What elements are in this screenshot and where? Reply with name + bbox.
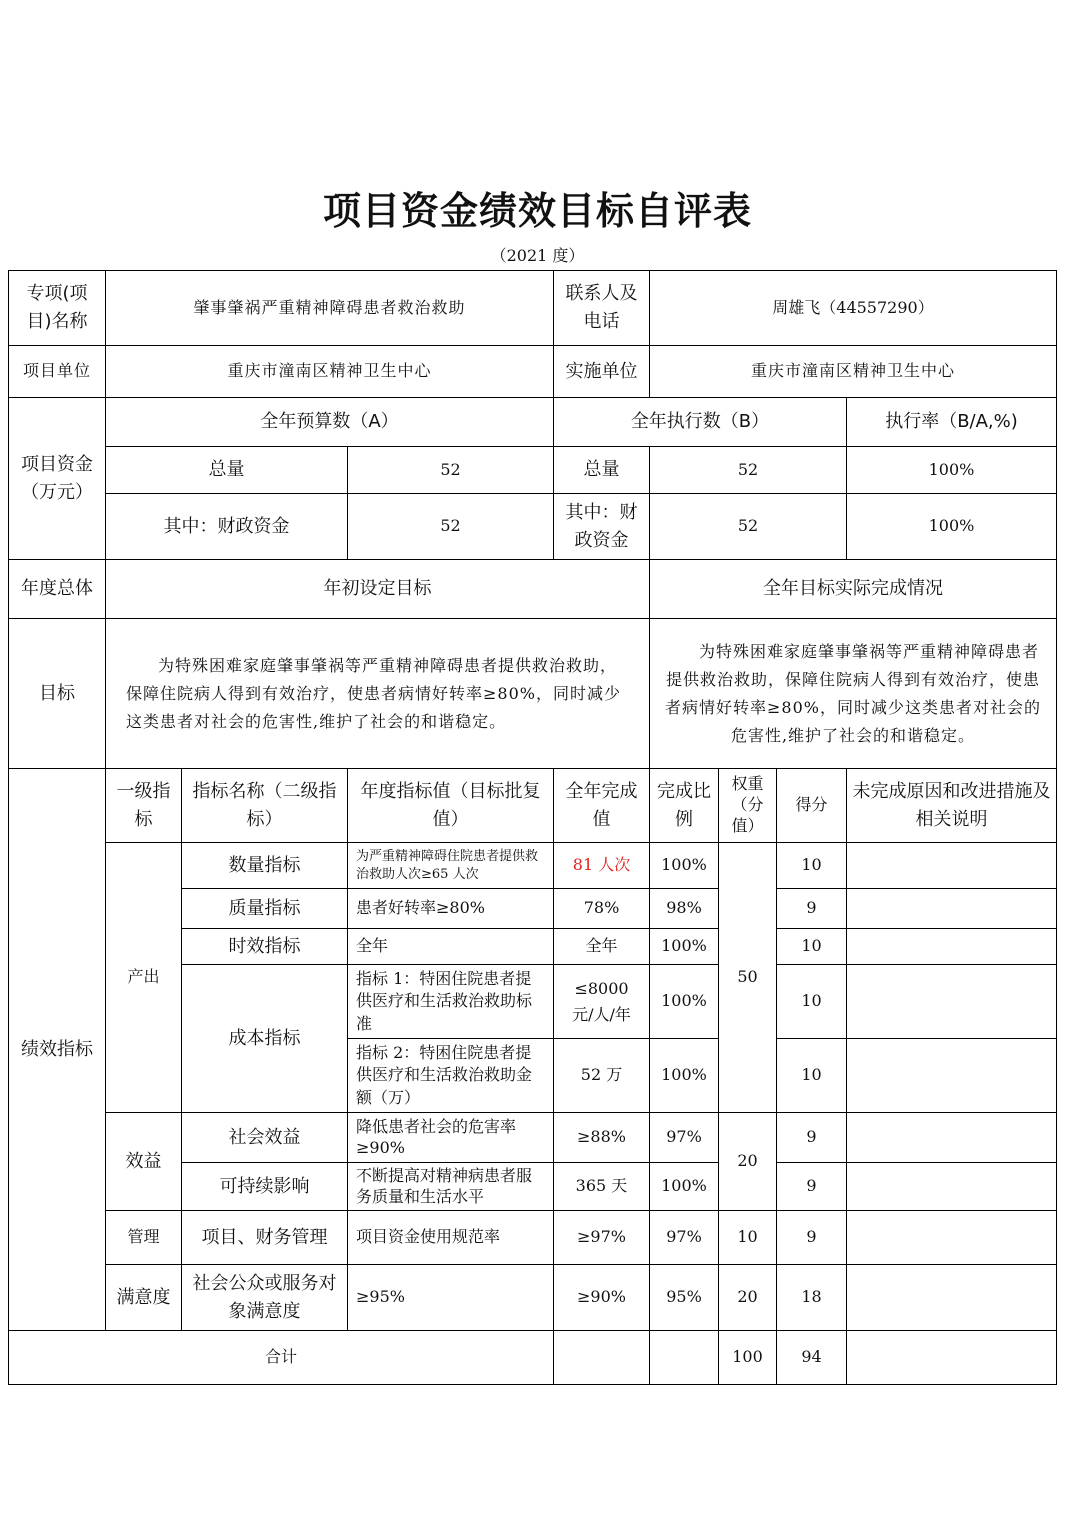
metric-ratio: 100% [649, 928, 719, 965]
project-unit-value: 重庆市潼南区精神卫生中心 [105, 345, 554, 398]
weight-benefit: 20 [718, 1112, 777, 1211]
metric-score: 18 [776, 1264, 847, 1331]
total-weight: 100 [718, 1330, 777, 1385]
budget-header: 全年预算数（A） [105, 397, 554, 447]
total-exec: 52 [649, 446, 847, 494]
metric-ratio: 100% [649, 1038, 719, 1113]
metric-score: 9 [776, 1112, 847, 1163]
header-level1: 一级指标 [105, 768, 182, 843]
metric-score: 9 [776, 1210, 847, 1265]
actual-header: 全年目标实际完成情况 [649, 559, 1057, 619]
metric-actual: 全年 [553, 928, 650, 965]
fiscal-exec: 52 [649, 493, 847, 560]
total-label: 合计 [8, 1330, 554, 1385]
metric-actual: ≥97% [553, 1210, 650, 1265]
metric-name: 时效指标 [181, 928, 348, 965]
metric-name: 项目、财务管理 [181, 1210, 348, 1265]
metric-target: 患者好转率≥80% [347, 888, 554, 929]
fiscal-rate: 100% [846, 493, 1057, 560]
exec-header: 全年执行数（B） [553, 397, 847, 447]
metric-ratio: 100% [649, 1162, 719, 1211]
group-management: 管理 [105, 1210, 182, 1265]
metric-actual: 81 人次 [553, 842, 650, 889]
metric-reason [846, 928, 1057, 965]
fiscal-budget: 52 [347, 493, 554, 560]
total-score: 94 [776, 1330, 847, 1385]
metric-score: 9 [776, 1162, 847, 1211]
metric-score: 9 [776, 888, 847, 929]
metric-target: 项目资金使用规范率 [347, 1210, 554, 1265]
weight-output: 50 [718, 842, 777, 1113]
metric-ratio: 100% [649, 842, 719, 889]
metric-reason [846, 888, 1057, 929]
metric-actual: 365 天 [553, 1162, 650, 1211]
metric-reason [846, 1264, 1057, 1331]
goal-actual-text: 为特殊困难家庭肇事肇祸等严重精神障碍患者提供救治救助，保障住院病人得到有效治疗，使患者病情好转率≥80%，同时减少这类患者对社会的危害性,维护了社会的和谐稳定。 [665, 641, 1041, 745]
goal-target-cell [105, 618, 650, 769]
metric-reason [846, 964, 1057, 1039]
metric-name: 可持续影响 [181, 1162, 348, 1211]
project-name-label: 专项(项目)名称 [8, 270, 106, 346]
metric-target: ≥95% [347, 1264, 554, 1331]
total-actual [553, 1330, 650, 1385]
overall-label: 年度总体 [8, 559, 106, 619]
target-header: 年初设定目标 [105, 559, 650, 619]
impl-unit-label: 实施单位 [553, 345, 650, 398]
perf-label: 绩效指标 [8, 768, 106, 1331]
metric-actual: ≤8000 元/人/年 [553, 964, 650, 1039]
metric-target: 为严重精神障碍住院患者提供救治救助人次≥65 人次 [347, 842, 554, 889]
metric-name: 数量指标 [181, 842, 348, 889]
total-ratio [649, 1330, 719, 1385]
metric-target: 指标 2：特困住院患者提供医疗和生活救治救助金额（万） [347, 1038, 554, 1113]
metric-name: 成本指标 [181, 964, 348, 1113]
group-output: 产出 [105, 842, 182, 1113]
metric-name: 质量指标 [181, 888, 348, 929]
contact-label: 联系人及电话 [553, 270, 650, 346]
metric-target: 降低患者社会的危害率≥90% [347, 1112, 554, 1163]
page-title: 项目资金绩效目标自评表 [322, 188, 752, 233]
total-exec-label: 总量 [553, 446, 650, 494]
metric-ratio: 98% [649, 888, 719, 929]
metric-target: 指标 1：特困住院患者提供医疗和生活救治救助标准 [347, 964, 554, 1039]
total-rate: 100% [846, 446, 1057, 494]
metric-actual: ≥88% [553, 1112, 650, 1163]
weight-management: 10 [718, 1210, 777, 1265]
metric-actual: 52 万 [553, 1038, 650, 1113]
metric-score: 10 [776, 842, 847, 889]
metric-ratio: 97% [649, 1210, 719, 1265]
rate-header: 执行率（B/A,%) [846, 397, 1057, 447]
total-label: 总量 [105, 446, 348, 494]
metric-name: 社会效益 [181, 1112, 348, 1163]
header-weight: 权重（分值） [718, 768, 777, 843]
fiscal-label: 其中：财政资金 [105, 493, 348, 560]
header-actual: 全年完成值 [553, 768, 650, 843]
goal-target-text: 为特殊困难家庭肇事肇祸等严重精神障碍患者提供救治救助，保障住院病人得到有效治疗，使患者病情好转率≥80%，同时减少这类患者对社会的危害性,维护了社会的和谐稳定。 [126, 655, 621, 731]
metric-reason [846, 1210, 1057, 1265]
contact-value: 周雄飞（44557290） [649, 270, 1057, 346]
impl-unit-value: 重庆市潼南区精神卫生中心 [649, 345, 1057, 398]
project-unit-label: 项目单位 [8, 345, 106, 398]
metric-reason [846, 1112, 1057, 1163]
metric-score: 10 [776, 928, 847, 965]
metric-score: 10 [776, 964, 847, 1039]
header-ratio: 完成比例 [649, 768, 719, 843]
metric-actual: 78% [553, 888, 650, 929]
metric-reason [846, 1162, 1057, 1211]
goal-actual-cell [649, 618, 1057, 769]
group-satisfaction: 满意度 [105, 1264, 182, 1331]
metric-ratio: 95% [649, 1264, 719, 1331]
group-benefit: 效益 [105, 1112, 182, 1211]
total-reason [846, 1330, 1057, 1385]
metric-reason [846, 842, 1057, 889]
funds-label: 项目资金（万元） [8, 397, 106, 560]
project-name-value: 肇事肇祸严重精神障碍患者救治救助 [105, 270, 554, 346]
metric-ratio: 97% [649, 1112, 719, 1163]
metric-reason [846, 1038, 1057, 1113]
metric-actual: ≥90% [553, 1264, 650, 1331]
total-budget: 52 [347, 446, 554, 494]
weight-satisfaction: 20 [718, 1264, 777, 1331]
metric-name: 社会公众或服务对象满意度 [181, 1264, 348, 1331]
year-label: （2021 度） [490, 246, 585, 265]
goal-label: 目标 [8, 618, 106, 769]
header-name: 指标名称（二级指标） [181, 768, 348, 843]
metric-target: 不断提高对精神病患者服务质量和生活水平 [347, 1162, 554, 1211]
header-score: 得分 [776, 768, 847, 843]
fiscal-exec-label: 其中：财政资金 [553, 493, 650, 560]
metric-ratio: 100% [649, 964, 719, 1039]
header-reason: 未完成原因和改进措施及相关说明 [846, 768, 1057, 843]
header-target: 年度指标值（目标批复值） [347, 768, 554, 843]
metric-score: 10 [776, 1038, 847, 1113]
metric-target: 全年 [347, 928, 554, 965]
